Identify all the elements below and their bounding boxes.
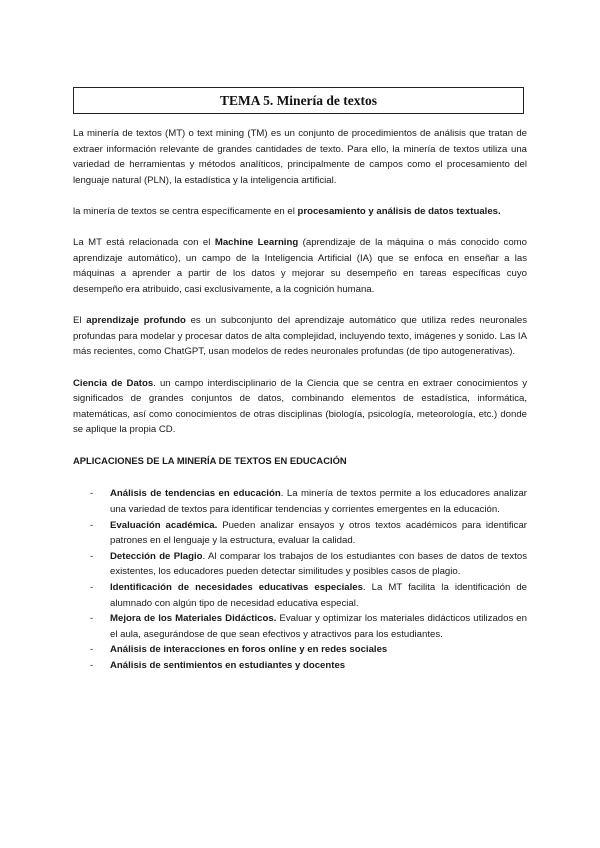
bullet-dash: - xyxy=(90,644,94,656)
list-item-title: Detección de Plagio xyxy=(110,550,203,562)
bullet-dash: - xyxy=(90,660,94,671)
paragraph-ml-pre: La MT está relacionada con el xyxy=(73,237,215,249)
paragraph-deep-learning xyxy=(73,313,527,360)
list-item-title: Análisis de tendencias en educación xyxy=(110,488,281,500)
list-item-title: Evaluación académica. xyxy=(110,519,218,531)
paragraph-dl-term: aprendizaje profundo xyxy=(86,315,186,327)
list-item xyxy=(73,611,527,642)
paragraph-dl-post: es un subconjunto del aprendizaje automático que utiliza redes neuronales profundas para modelar y procesar datos de alta complejidad, incluyendo texto, imágenes y sonido. Las IA más recientes, como ChatGPT, usan modelos de redes neuronales profundas (de tipo autogenerativas). xyxy=(73,315,527,358)
paragraph-ml-post: (aprendizaje de la máquina o más conocido como aprendizaje automático), un campo de la Inteligencia Artificial (IA) que se enfoca en enseñar a las máquinas a aprender a partir de los datos y mejorar su desempeño en tareas específicas cuyo desempeño era atribuido, casi exclusivamente, a la cognición humana. xyxy=(73,237,528,295)
paragraph-ds-term: Ciencia de Datos xyxy=(73,377,154,389)
paragraph-focus-text: la minería de textos se centra específicamente en el xyxy=(73,205,298,217)
paragraph-focus xyxy=(73,204,527,220)
paragraph-definition-text: La minería de textos (MT) o text mining (TM) es un conjunto de procedimientos de análisis que tratan de extraer información relevante de grandes cantidades de texto. Para ello, la minería de textos utiliza una variedad de herramientas y métodos analíticos, principalmente de campos como el procesamiento del lenguaje natural (PLN), la estadística y la inteligencia artificial. xyxy=(73,128,527,186)
list-item-title: Análisis de interacciones en foros online y en redes sociales xyxy=(110,644,388,656)
list-item xyxy=(73,658,527,674)
list-item xyxy=(73,486,527,517)
list-item xyxy=(73,642,527,658)
title-box xyxy=(73,87,524,114)
bullet-dash: - xyxy=(90,550,94,562)
applications-list xyxy=(73,486,527,673)
bullet-dash: - xyxy=(90,488,94,500)
bullet-dash: - xyxy=(90,613,94,625)
paragraph-ds-post: . un campo interdisciplinario de la Ciencia que se centra en extraer conocimientos y significados de grandes conjuntos de datos, combinando elementos de estadística, informática, matemáticas, así como conocimientos de otras disciplinas (biología, psicología, meteorología, etc.) donde se aplique la propia CD. xyxy=(73,377,528,436)
paragraph-ml-term: Machine Learning xyxy=(214,237,299,249)
list-item-title: Análisis de sentimientos en estudiantes y docentes xyxy=(110,660,346,671)
list-item-title: Mejora de los Materiales Didácticos. xyxy=(110,613,277,625)
list-item-text: Evaluar y optimizar los materiales didácticos utilizados en el aula, asegurándose de que sean efectivos y atractivos para los estudiantes. xyxy=(110,613,527,640)
section-heading-applications: APLICACIONES DE LA MINERÍA DE TEXTOS EN EDUCACIÓN xyxy=(73,454,347,466)
page-title: TEMA 5. Minería de textos xyxy=(219,92,378,108)
paragraph-dl-pre: El xyxy=(73,315,87,327)
list-item xyxy=(73,549,527,580)
list-item xyxy=(73,518,527,549)
list-item-text: . La MT facilita la identificación de alumnado con algún tipo de necesidad educativa especial. xyxy=(110,582,527,609)
bullet-dash: - xyxy=(90,519,94,531)
list-item-text: . Al comparar los trabajos de los estudiantes con bases de datos de textos existentes, los educadores pueden detectar similitudes y posibles casos de plagio. xyxy=(110,550,527,578)
paragraph-definition xyxy=(73,126,527,188)
paragraph-data-science xyxy=(73,376,527,438)
list-item-title: Identificación de necesidades educativas especiales xyxy=(110,582,363,594)
paragraph-focus-emphasis: procesamiento y análisis de datos textuales. xyxy=(297,205,501,217)
bullet-dash: - xyxy=(90,582,94,594)
document-body xyxy=(73,126,527,674)
list-item-text: . La minería de textos permite a los educadores analizar una variedad de textos para identificar tendencias y corrientes emergentes en la educación. xyxy=(110,488,527,516)
list-item xyxy=(73,580,527,611)
list-item-text: Pueden analizar ensayos y otros textos académicos para identificar patrones en el lenguaje y la estructura, evaluar la calidad. xyxy=(110,519,527,547)
paragraph-machine-learning xyxy=(73,235,527,297)
